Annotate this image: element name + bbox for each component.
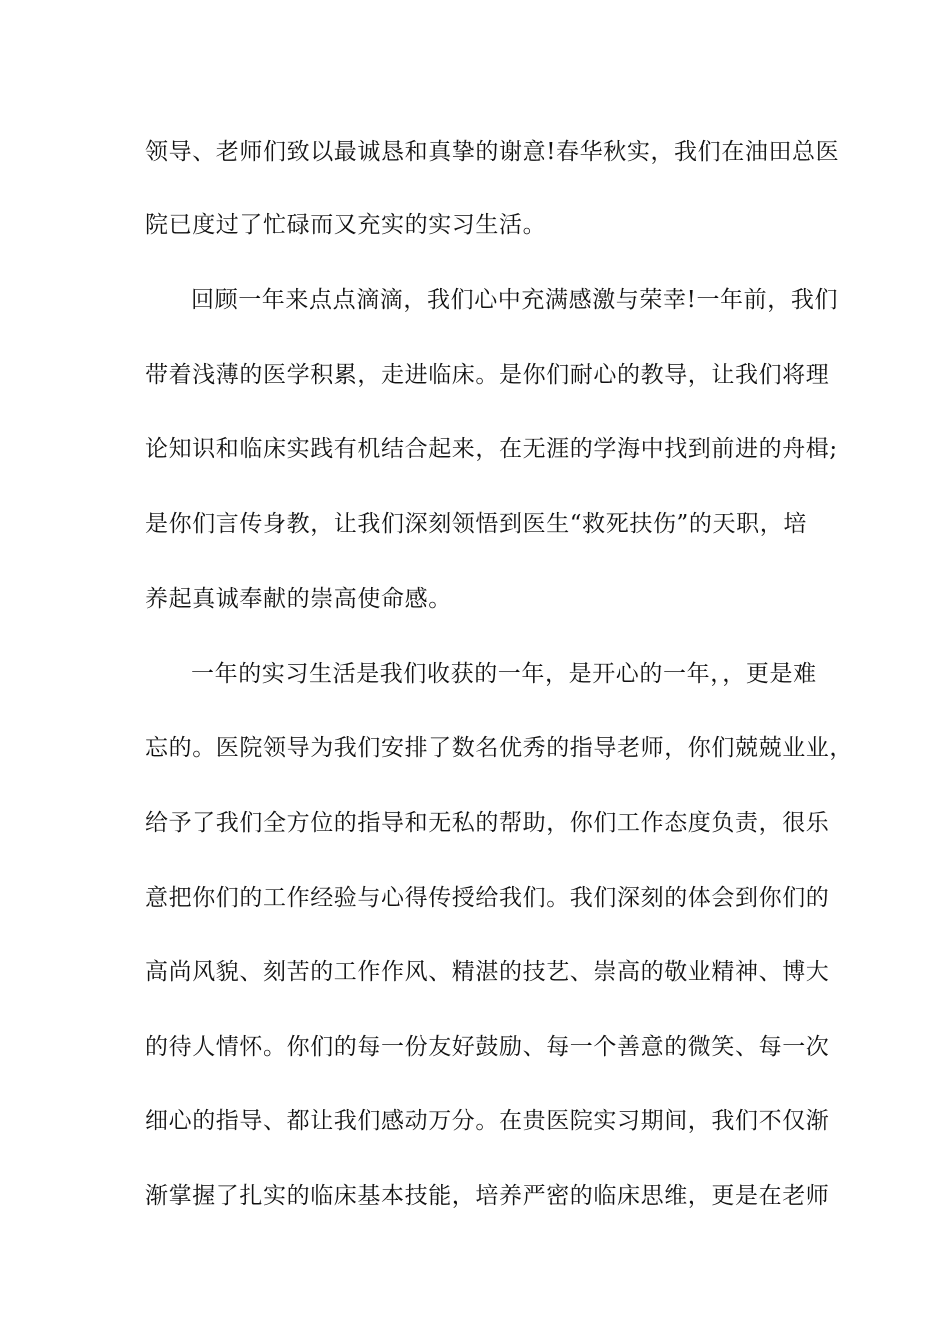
text-line: 的待人情怀。你们的每一份友好鼓励、每一个善意的微笑、每一次 bbox=[145, 1034, 830, 1060]
text-line: 高尚风貌、刻苦的工作作风、精湛的技艺、崇高的敬业精神、博大 bbox=[145, 959, 830, 985]
text-line: 意把你们的工作经验与心得传授给我们。我们深刻的体会到你们的 bbox=[145, 885, 830, 911]
text-line: 养起真诚奉献的崇高使命感。 bbox=[145, 586, 452, 612]
paragraph-first-line: 回顾一年来点点滴滴，我们心中充满感激与荣幸!一年前，我们 bbox=[191, 287, 839, 313]
text-line: 带着浅薄的医学积累，走进临床。是你们耐心的教导，让我们将理 bbox=[145, 362, 830, 388]
text-line: 给予了我们全方位的指导和无私的帮助，你们工作态度负责，很乐 bbox=[145, 810, 830, 836]
text-line: 领导、老师们致以最诚恳和真挚的谢意!春华秋实，我们在油田总医 bbox=[145, 139, 840, 165]
text-line: 忘的。医院领导为我们安排了数名优秀的指导老师，你们兢兢业业， bbox=[145, 735, 853, 761]
text-line: 论知识和临床实践有机结合起来，在无涯的学海中找到前进的舟楫; bbox=[145, 436, 838, 462]
text-line: 细心的指导、都让我们感动万分。在贵医院实习期间，我们不仅渐 bbox=[145, 1108, 830, 1134]
paragraph-first-line: 一年的实习生活是我们收获的一年，是开心的一年，，更是难 bbox=[191, 661, 817, 687]
text-line: 渐掌握了扎实的临床基本技能，培养严密的临床思维，更是在老师 bbox=[145, 1183, 830, 1209]
text-line: 院已度过了忙碌而又充实的实习生活。 bbox=[145, 212, 547, 238]
text-line: 是你们言传身教，让我们深刻领悟到医生“救死扶伤”的天职，培 bbox=[145, 511, 807, 537]
